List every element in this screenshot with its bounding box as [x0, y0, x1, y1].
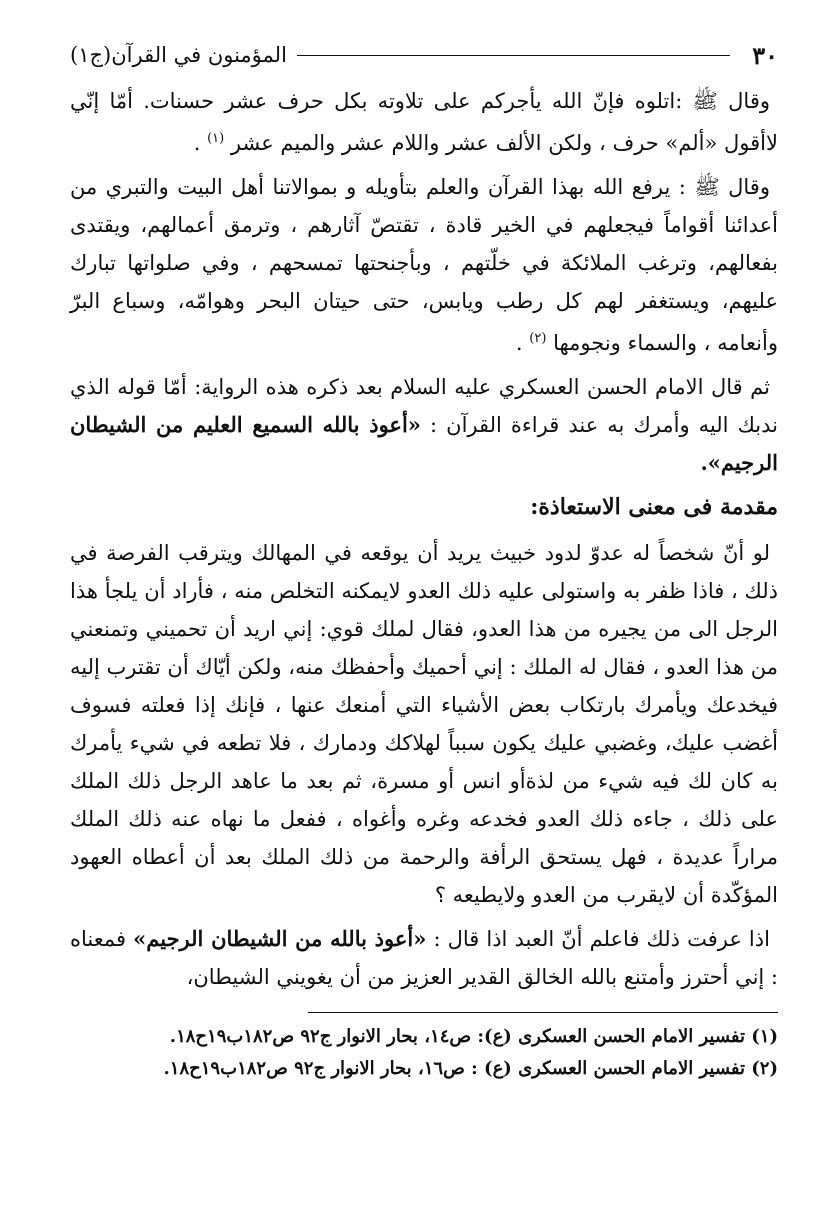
- running-title: المؤمنون في القرآن(ج١): [70, 43, 287, 67]
- paragraph-5-quote: «أعوذ بالله من الشيطان الرجيم»: [133, 926, 427, 951]
- paragraph-3-text: ثم قال الامام الحسن العسكري عليه السلام بعد ذكره هذه الرواية: أمّا قوله الذي ندبك اليه وأمرك به عند قراءة القرآن :: [70, 375, 778, 437]
- paragraph-1-text: وقال ﷺ :اتلوه فإنّ الله يأجركم على تلاوته بكل حرف عشر حسنات. أمّا إنّي لاأقول «ألم» حرف ، ولكن الألف عشر واللام عشر والميم عشر: [70, 89, 778, 155]
- paragraph-3-quote: «أعوذ بالله السميع العليم من الشيطان الرجيم».: [70, 412, 778, 475]
- paragraph-5-tail: فمعناه : إني أحترز وأمتنع بالله الخالق القدير العزيز من أن يغويني الشيطان،: [70, 927, 778, 989]
- footnotes: [70, 1021, 778, 1085]
- paragraph-4-text: لو أنّ شخصاً له عدوّ لدود خبيث يريد أن يوقعه في المهالك ويترقب الفرصة في ذلك ، فاذا ظفر به واستولى عليه ذلك العدو لايمكنه التخلص منه ، فأراد أن يلجأ هذا الرجل الى من يجيره من هذا العدو، فقال لملك قوي: إني اريد أن تحميني وتمنعني من هذا العدو ، فقال له الملك : إني أحميك وأحفظك منه، ولكن أيّاك أن تقترب إليه فيخدعك ويأمرك بارتكاب بعض الأشياء التي أمنعك عنها ، فإنك إذا فعلته فسوف أغضب عليك، وغضبي عليك يكون سبباً لهلاكك ودمارك ، فلا تطعه في شيء يأمرك به كان لك فيه شيء من لذةأو انس أو مسرة، ثم بعد ما عاهد الرجل ذلك الملك على ذلك ، جاءه ذلك العدو فخدعه وغره وأغواه ، ففعل ما نهاه عنه ذلك الملك مراراً عديدة ، فهل يستحق الرأفة والرحمة من ذلك الملك بعد أن أعطاه العهود المؤكّدة أن لايقرب من العدو ولايطيعه ؟: [70, 541, 778, 907]
- header-rule: [297, 55, 730, 56]
- footnote-1: (١) تفسير الامام الحسن العسكرى (ع): ص١٤، بحار الانوار ج٩٢ ص١٨٢ب١٩ح١٨.: [169, 1026, 778, 1047]
- paragraph-3: [70, 368, 778, 482]
- paragraph-5-text: اذا عرفت ذلك فاعلم أنّ العبد اذا قال :: [433, 927, 770, 951]
- page-header: [70, 38, 778, 72]
- footnote-2: (٢) تفسير الامام الحسن العسكرى (ع) : ص١٦، بحار الانوار ج٩٢ ص١٨٢ب١٩ح١٨.: [163, 1058, 778, 1079]
- paragraph-1: وقال ﷺ :اتلوه فإنّ الله يأجركم على تلاوته بكل حرف عشر حسنات. أمّا إنّي لاأقول «ألم» حرف ، ولكن الألف عشر واللام عشر والميم عشر $^{(١)}$ .: [70, 89, 778, 155]
- body-text: [70, 82, 778, 996]
- paragraph-4: [70, 534, 778, 914]
- page-number: ٣٠: [752, 40, 778, 70]
- footnote-ref-1: (١): [207, 131, 225, 146]
- footnote-rule: [308, 1012, 778, 1013]
- paragraph-2-text: وقال ﷺ : يرفع الله بهذا القرآن والعلم بتأويله و بموالاتنا أهل البيت والتبري من أعدائنا أقواماً فيجعلهم في الخير قادة ، تقتصّ آثارهم ، وترمق أعمالهم، ويقتدى بفعالهم، وترغب الملائكة في خلّتهم ، وبأجنحتها تمسحهم ، وفي صلواتها تبارك عليهم، ويستغفر لهم كل رطب ويابس، حتى حيتان البحر وهوامّه، وسباع البرّ وأنعامه ، والسماء ونجومها: [70, 175, 778, 355]
- paragraph-5: [70, 920, 778, 996]
- paragraph-2: وقال ﷺ : يرفع الله بهذا القرآن والعلم بتأويله و بموالاتنا أهل البيت والتبري من أعدائنا أقواماً فيجعلهم في الخير قادة ، تقتصّ آثارهم ، وترمق أعمالهم، ويقتدى بفعالهم، وترغب الملائكة في خلّتهم ، وبأجنحتها تمسحهم ، وفي صلواتها تبارك عليهم، ويستغفر لهم كل رطب ويابس، حتى حيتان البحر وهوامّه، وسباع البرّ وأنعامه ، والسماء ونجومها $^{(٢)}$ .: [70, 175, 778, 355]
- section-heading: مقدمة فى معنى الاستعاذة:: [530, 494, 778, 520]
- footnote-ref-2: (٢): [529, 331, 547, 346]
